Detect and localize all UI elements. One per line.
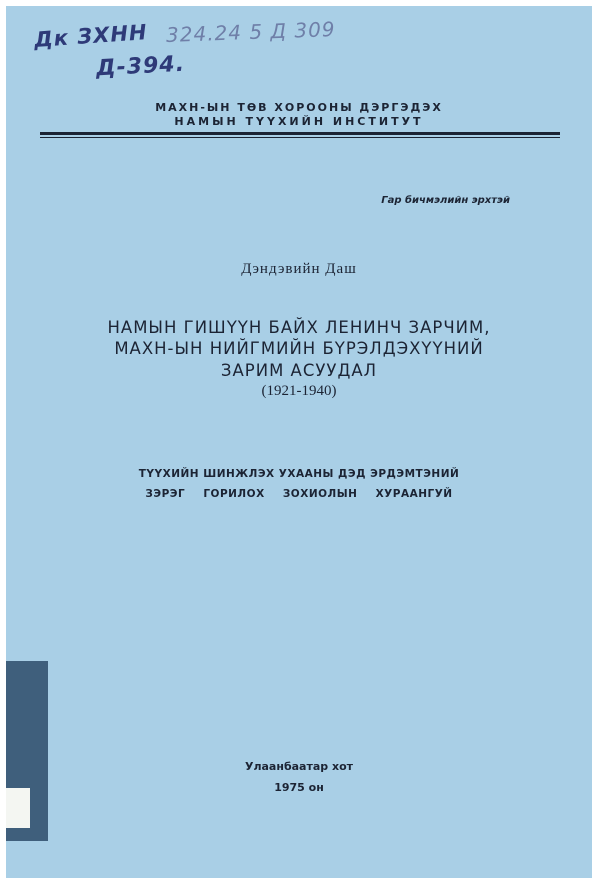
title-line-3: ЗАРИМ АСУУДАЛ xyxy=(220,361,378,380)
library-sticker-label xyxy=(6,788,30,828)
handwritten-catalog-code: 324.24 5 Д 309 xyxy=(165,17,336,47)
header-rule-thick xyxy=(40,132,560,135)
organization-line-2: НАМЫН ТҮҮХИЙН ИНСТИТУТ xyxy=(174,115,424,128)
title-line-1: НАМЫН ГИШҮҮН БАЙХ ЛЕНИНЧ ЗАРЧИМ, xyxy=(107,318,491,337)
author-name: Дэндэвийн Даш xyxy=(241,261,357,277)
title-years: (1921-1940) xyxy=(261,383,337,399)
handwritten-inventory-number: Д-394. xyxy=(95,51,186,82)
document-page xyxy=(6,6,592,878)
subtitle-line-1: ТҮҮХИЙН ШИНЖЛЭХ УХААНЫ ДЭД ЭРДЭМТЭНИЙ xyxy=(138,468,460,480)
organization-line-1: МАХН-ЫН ТӨВ ХОРООНЫ ДЭРГЭДЭХ xyxy=(155,101,443,114)
imprint-year: 1975 он xyxy=(274,781,324,794)
handwritten-shelfmark: Дк ЗХНН xyxy=(33,20,149,52)
title-line-2: МАХН-ЫН НИЙГМИЙН БҮРЭЛДЭХҮҮНИЙ xyxy=(114,339,484,358)
header-rule-thin xyxy=(40,137,560,138)
subtitle-line-2: ЗЭРЭГ ГОРИЛОХ ЗОХИОЛЫН ХУРААНГУЙ xyxy=(145,488,453,500)
imprint-city: Улаанбаатар хот xyxy=(244,760,354,773)
manuscript-rights-note: Гар бичмэлийн эрхтэй xyxy=(381,195,510,206)
